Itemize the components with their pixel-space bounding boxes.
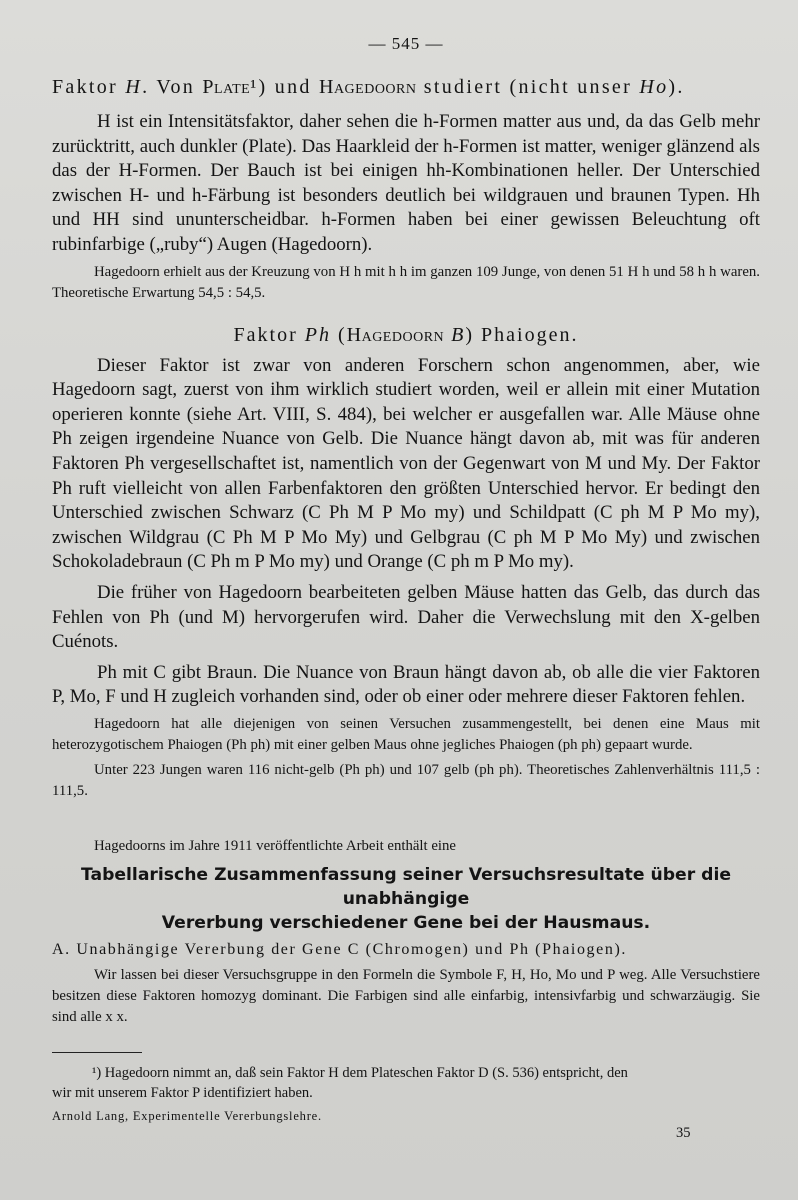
heading-symbol: B (451, 323, 466, 346)
heading-text: ¹) und (250, 76, 319, 98)
section-heading-faktor-h (52, 74, 760, 100)
page-footer: Arnold Lang, Experimentelle Vererbungslehre. (52, 1108, 322, 1123)
footnote-divider (52, 1052, 142, 1053)
signature-mark: 35 (676, 1125, 691, 1141)
heading-text: ) Phaiogen. (465, 323, 579, 346)
subheading-group-a: A. Unabhängige Vererbung der Gene C (Chromogen) und Ph (Phaiogen). (52, 940, 627, 958)
paragraph-gelbe-maeuse: Die früher von Hagedoorn bearbeiteten gelben Mäuse hatten das Gelb, das durch das Fehlen von Ph (und M) hervorgerufen wird. Daher die Verwechslung mit den X-gelben Cuénots. (52, 581, 760, 653)
heading-symbol: Ph (304, 323, 331, 346)
small-print-versuchsgruppe: Wir lassen bei dieser Versuchsgruppe in den Formeln die Symbole F, H, Ho, Mo und P weg. Alle Versuchstiere besitzen diese Faktoren homozyg dominant. Die Farbigen sind alle einfarbig, intensivfarbig und schwarzäugig. Sie sind alle x x. (52, 966, 760, 1025)
paragraph-braun: Ph mit C gibt Braun. Die Nuance von Braun hängt davon ab, ob alle die vier Faktoren P, Mo, F und H zugleich vorhanden sind, oder ob einer oder mehrere dieser Faktoren fehlen. (52, 661, 760, 708)
author-name: Hagedoorn (319, 76, 417, 98)
small-print-zahlenverhaeltnis: Unter 223 Jungen waren 116 nicht-gelb (Ph ph) und 107 gelb (ph ph). Theoretisches Zahlenverhältnis 111,5 : 111,5. (52, 761, 760, 799)
author-name: Hagedoorn (346, 323, 445, 346)
heading-text: Faktor (233, 323, 305, 346)
paragraph-faktor-h: H ist ein Intensitätsfaktor, daher sehen die h-Formen matter aus und, da das Gelb mehr zurücktritt, auch dunkler (Plate). Das Haarkleid der h-Formen ist matter, weniger glänzend als das der H-Formen. Der Bauch ist bei einigen hh-Kombinationen heller. Der Unterschied zwischen H- und h-Färbung ist besonders deutlich bei wildgrauen und braunen Typen. Hh und HH sind ununterscheidbar. h-Formen haben bei einer gewissen Beleuchtung oft rubinfarbige („ruby“) Augen (Hagedoorn). (52, 111, 760, 255)
heading-text: . Von (142, 76, 203, 98)
table-title-line-2: Vererbung verschiedener Gene bei der Hausmaus. (161, 912, 651, 933)
heading-text: ( (330, 323, 347, 346)
paragraph-phaiogen: Dieser Faktor ist zwar von anderen Forschern schon angenommen, aber, wie Hagedoorn sagt, zuerst von ihm wirklich studiert worden, weil er allein mit einer Mutation operieren konnte (siehe Art. VIII, S. 484), bei welcher er ausgefallen war. Alle Mäuse ohne Ph zeigen irgendeine Nuance von Gelb. Die Nuance hängt davon ab, mit was für anderen Faktoren Ph vergesellschaftet ist, namentlich von der Gegenwart von M und My. Der Faktor Ph ruft vielleicht von allen Farbenfaktoren den größten Unterschied hervor. Er bedingt den Unterschied zwischen Schwarz (C Ph M P Mo my) und Schildpatt (C ph M P Mo my), zwischen Wildgrau (C Ph M P Mo My) und Gelbgrau (C ph M P Mo My) und zwischen Schokoladebraun (C Ph m P Mo my) und Orange (C ph m P Mo my). (52, 354, 760, 573)
author-name: Plate (202, 76, 251, 98)
heading-text: studiert (nicht unser (416, 76, 640, 98)
footnote: ¹) Hagedoorn nimmt an, daß sein Faktor H dem Plateschen Faktor D (S. 536) entspricht, den wir mit unserem Faktor P identifiziert haben. (52, 1064, 628, 1101)
heading-text: Faktor (52, 76, 126, 98)
small-print-experiment-hh: Hagedoorn erhielt aus der Kreuzung von H h mit h h im ganzen 109 Junge, von denen 51 H h und 58 h h waren. Theoretische Erwartung 54,5 : 54,5. (52, 263, 760, 301)
small-print-heterozygot: Hagedoorn hat alle diejenigen von seinen Versuchen zusammengestellt, bei denen eine Maus mit heterozygotischem Phaiogen (Ph ph) mit einer gelben Maus ohne jegliches Phaiogen (ph ph) gepaart wurde. (52, 715, 760, 753)
table-title-line-1: Tabellarische Zusammenfassung seiner Versuchsresultate über die unabhängige (80, 864, 732, 909)
table-title (52, 863, 760, 935)
section-heading-faktor-ph (52, 322, 760, 348)
heading-symbol: Ho (639, 76, 669, 98)
heading-symbol: H (125, 76, 143, 98)
page-number: — 545 — (368, 34, 444, 53)
small-print-arbeit-1911: Hagedoorns im Jahre 1911 veröffentlichte Arbeit enthält eine (94, 837, 456, 854)
heading-text: ). (668, 76, 685, 98)
